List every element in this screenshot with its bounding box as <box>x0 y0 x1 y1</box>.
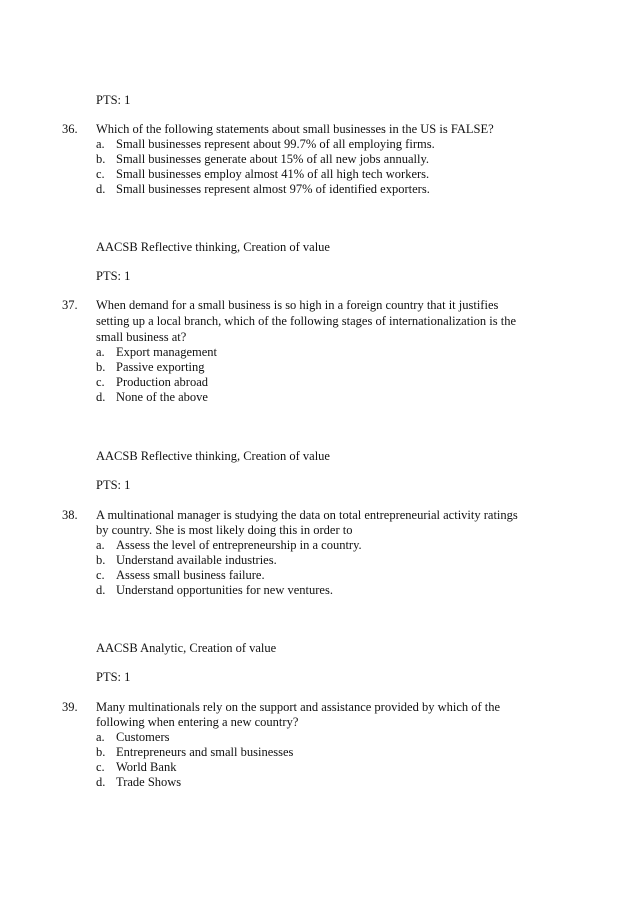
question-number: 38. <box>62 508 78 522</box>
aacsb-tag: AACSB Reflective thinking, Creation of value <box>96 240 330 254</box>
option-text: Small businesses represent about 99.7% of all employing firms. <box>116 137 435 151</box>
option-text: Trade Shows <box>116 775 182 789</box>
option-text: World Bank <box>116 760 177 774</box>
option-text: Small businesses represent almost 97% of identified exporters. <box>116 182 430 196</box>
option-letter: c. <box>96 167 105 181</box>
option-text: Entrepreneurs and small businesses <box>116 745 294 759</box>
points-label: PTS: 1 <box>96 478 131 492</box>
option-text: None of the above <box>116 390 208 404</box>
option-text: Assess the level of entrepreneurship in a country. <box>116 538 362 552</box>
option-text: Small businesses generate about 15% of all new jobs annually. <box>116 152 430 166</box>
option-letter: c. <box>96 760 105 774</box>
option-letter: a. <box>96 345 105 359</box>
option-text: Understand opportunities for new ventures. <box>116 583 333 597</box>
question-text: Which of the following statements about small businesses in the US is FALSE? <box>96 122 494 136</box>
option-letter: b. <box>96 360 106 374</box>
question-number: 36. <box>62 122 78 136</box>
points-label: PTS: 1 <box>96 670 131 684</box>
option-letter: b. <box>96 745 106 759</box>
option-text: Passive exporting <box>116 360 205 374</box>
option-text: Customers <box>116 730 170 744</box>
question-number: 39. <box>62 700 78 714</box>
points-label: PTS: 1 <box>96 93 131 107</box>
option-letter: a. <box>96 137 105 151</box>
option-letter: c. <box>96 375 105 389</box>
question-number: 37. <box>62 298 78 312</box>
option-text: Small businesses employ almost 41% of all high tech workers. <box>116 167 430 181</box>
option-letter: c. <box>96 568 105 582</box>
option-letter: d. <box>96 182 106 196</box>
question-text: When demand for a small business is so high in a foreign country that it justifies <box>96 298 499 312</box>
option-letter: b. <box>96 553 106 567</box>
option-letter: d. <box>96 390 106 404</box>
option-text: Assess small business failure. <box>116 568 265 582</box>
option-text: Production abroad <box>116 375 208 389</box>
question-text: following when entering a new country? <box>96 715 299 729</box>
option-letter: b. <box>96 152 106 166</box>
question-text: Many multinationals rely on the support and assistance provided by which of the <box>96 700 501 714</box>
option-letter: d. <box>96 775 106 789</box>
aacsb-tag: AACSB Analytic, Creation of value <box>96 641 277 655</box>
question-text: by country. She is most likely doing this in order to <box>96 523 353 537</box>
option-text: Export management <box>116 345 218 359</box>
option-letter: d. <box>96 583 106 597</box>
question-text: setting up a local branch, which of the following stages of internationalization is the <box>96 314 517 328</box>
aacsb-tag: AACSB Reflective thinking, Creation of value <box>96 449 330 463</box>
points-label: PTS: 1 <box>96 269 131 283</box>
option-text: Understand available industries. <box>116 553 277 567</box>
option-letter: a. <box>96 730 105 744</box>
question-text: A multinational manager is studying the data on total entrepreneurial activity ratings <box>96 508 518 522</box>
question-text: small business at? <box>96 330 187 344</box>
option-letter: a. <box>96 538 105 552</box>
